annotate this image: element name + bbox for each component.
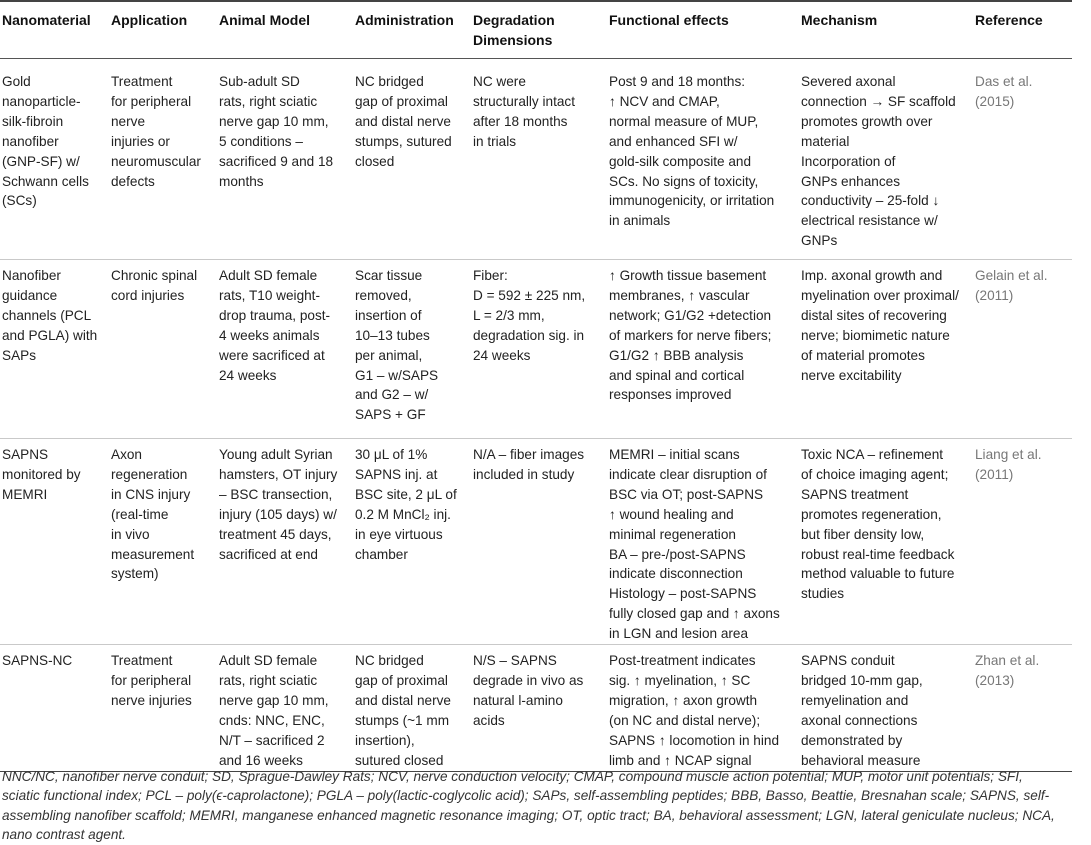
cell-line: BSC site, 2 μL of xyxy=(355,486,457,502)
cell-line: Schwann cells xyxy=(2,173,89,189)
cell-line: (2011) xyxy=(975,287,1014,303)
cell-line: after 18 months xyxy=(473,113,568,129)
cell-line: in LGN and lesion area xyxy=(609,626,749,642)
cell-line: ↑ Growth tissue basement xyxy=(609,268,767,283)
cell-animal-model xyxy=(217,260,353,439)
cell-line: robust real-time feedback xyxy=(801,546,955,562)
cell-line: hamsters, OT injury xyxy=(219,466,338,482)
cell-line: for peripheral xyxy=(111,93,192,109)
cell-application xyxy=(109,645,217,771)
cell-line: SAPNS inj. at xyxy=(355,466,438,482)
cell-line: in animals xyxy=(609,213,671,229)
cell-line: treatment 45 days, xyxy=(219,526,332,542)
cell-functional xyxy=(607,645,799,771)
header-degradation: Degradation Dimensions xyxy=(471,1,607,59)
cell-line: network; G1/G2 +detection xyxy=(609,307,772,323)
cell-administration xyxy=(353,59,471,260)
cell-line: SAPNS-NC xyxy=(2,653,73,669)
cell-line: GNPs enhances xyxy=(801,173,900,189)
cell-line: gap of proximal xyxy=(355,672,448,688)
cell-nanomaterial xyxy=(0,260,109,439)
cell-line: BSC via OT; post-SAPNS xyxy=(609,486,764,502)
cell-line: 10–13 tubes xyxy=(355,327,430,343)
cell-degradation xyxy=(471,439,607,645)
cell-line: 0.2 M MnCl₂ inj. xyxy=(355,506,451,522)
cell-line: rats, right sciatic xyxy=(219,93,318,109)
cell-line: minimal regeneration xyxy=(609,526,736,542)
cell-line: ↑ wound healing and xyxy=(609,506,734,522)
cell-line: (2011) xyxy=(975,466,1014,482)
cell-line: Zhan et al. xyxy=(975,653,1040,669)
cell-line: system) xyxy=(111,566,159,582)
cell-line: immunogenicity, or irritation xyxy=(609,193,775,209)
cell-line: indicate disconnection xyxy=(609,566,743,582)
cell-application xyxy=(109,260,217,439)
cell-line: Toxic NCA – refinement xyxy=(801,447,944,462)
cell-line: injury (105 days) w/ xyxy=(219,506,337,522)
cell-line: rats, T10 weight- xyxy=(219,287,320,303)
cell-line: removed, xyxy=(355,287,412,303)
cell-line: 24 weeks xyxy=(473,347,531,363)
cell-line: axonal connections xyxy=(801,712,918,728)
cell-line: regeneration xyxy=(111,466,188,482)
cell-line: and spinal and cortical xyxy=(609,367,745,383)
cell-line: limb and ↑ NCAP signal xyxy=(609,752,752,768)
cell-line: monitored by xyxy=(2,466,81,482)
cell-line: Gelain et al. xyxy=(975,268,1048,283)
cell-line: insertion of xyxy=(355,307,422,323)
cell-line: and G2 – w/ xyxy=(355,387,429,403)
cell-line: responses improved xyxy=(609,387,732,403)
cell-line: cnds: NNC, ENC, xyxy=(219,712,325,728)
cell-line: (on NC and distal nerve); xyxy=(609,712,761,728)
cell-line: nanoparticle- xyxy=(2,93,81,109)
cell-line: 4 weeks animals xyxy=(219,327,320,343)
cell-functional xyxy=(607,59,799,260)
cell-functional xyxy=(607,439,799,645)
cell-line: Fiber: xyxy=(473,268,508,283)
cell-line: silk-fibroin xyxy=(2,113,64,129)
cell-line: – BSC transection, xyxy=(219,486,333,502)
cell-reference xyxy=(973,439,1072,645)
header-mechanism: Mechanism xyxy=(799,1,973,59)
cell-line: remyelination and xyxy=(801,692,909,708)
cell-line: Axon xyxy=(111,447,142,462)
table-row xyxy=(0,260,1072,439)
cell-line: NC were xyxy=(473,74,526,89)
cell-line: Severed axonal xyxy=(801,74,896,89)
cell-line: and enhanced SFI w/ xyxy=(609,133,738,149)
cell-line: SCs. No signs of toxicity, xyxy=(609,173,759,189)
cell-nanomaterial xyxy=(0,439,109,645)
cell-line: of markers for nerve fibers; xyxy=(609,327,772,343)
cell-line: and distal nerve xyxy=(355,692,451,708)
cell-line: injuries or xyxy=(111,133,170,149)
cell-line: (real-time xyxy=(111,506,169,522)
cell-line: stumps (~1 mm xyxy=(355,712,450,728)
cell-line: Treatment xyxy=(111,653,173,669)
cell-line: conductivity – 25-fold ↓ xyxy=(801,193,940,209)
cell-line: BA – pre-/post-SAPNS xyxy=(609,546,746,562)
cell-line: normal measure of MUP, xyxy=(609,113,759,129)
footnote-line: NNC/NC, nanofiber nerve conduit; SD, Sprague-Dawley Rats; NCV, nerve conduction velocity; CMAP, compound muscle action potential; MUP, motor unit potentials; SFI, xyxy=(2,769,1023,784)
cell-animal-model xyxy=(217,59,353,260)
cell-line: indicate clear disruption of xyxy=(609,466,767,482)
cell-line: sutured closed xyxy=(355,752,444,768)
cell-line: nerve gap 10 mm, xyxy=(219,692,329,708)
cell-line: NC bridged xyxy=(355,74,424,89)
header-administration: Administration xyxy=(353,1,471,59)
cell-line: chamber xyxy=(355,546,408,562)
cell-line: and distal nerve xyxy=(355,113,451,129)
cell-line: 30 μL of 1% xyxy=(355,447,428,462)
cell-line: Post 9 and 18 months: xyxy=(609,74,746,89)
cell-line: nerve; biomimetic nature xyxy=(801,327,950,343)
cell-line: channels (PCL xyxy=(2,307,92,323)
cell-line: electrical resistance w/ xyxy=(801,213,938,229)
cell-administration xyxy=(353,645,471,771)
cell-line: but fiber density low, xyxy=(801,526,925,542)
cell-line: (2013) xyxy=(975,672,1015,688)
cell-line: structurally intact xyxy=(473,93,575,109)
cell-reference xyxy=(973,260,1072,439)
cell-line: NC bridged xyxy=(355,653,424,669)
cell-line: behavioral measure xyxy=(801,752,921,768)
cell-line: Post-treatment indicates xyxy=(609,653,756,669)
cell-line: fully closed gap and ↑ axons xyxy=(609,606,780,622)
cell-line: rats, right sciatic xyxy=(219,672,318,688)
header-application: Application xyxy=(109,1,217,59)
table-row xyxy=(0,439,1072,645)
header-row xyxy=(0,1,1072,59)
cell-line: acids xyxy=(473,712,505,728)
cell-nanomaterial xyxy=(0,59,109,260)
cell-line: neuromuscular xyxy=(111,153,201,169)
table-row xyxy=(0,59,1072,260)
cell-line: SAPNS ↑ locomotion in hind xyxy=(609,732,780,748)
cell-line: cord injuries xyxy=(111,287,185,303)
cell-line: sig. ↑ myelination, ↑ SC xyxy=(609,672,751,688)
cell-line: MEMRI – initial scans xyxy=(609,447,740,462)
cell-animal-model xyxy=(217,645,353,771)
cell-mechanism xyxy=(799,439,973,645)
cell-line: of choice imaging agent; xyxy=(801,466,949,482)
cell-application xyxy=(109,439,217,645)
cell-line: and 16 weeks xyxy=(219,752,303,768)
cell-line: closed xyxy=(355,153,395,169)
header-functional-effects: Functional effects xyxy=(607,1,799,59)
cell-mechanism xyxy=(799,59,973,260)
cell-line: Incorporation of xyxy=(801,153,896,169)
cell-line: GNPs xyxy=(801,233,838,249)
cell-line: N/T – sacrificed 2 xyxy=(219,732,325,748)
cell-line: of material promotes xyxy=(801,347,925,363)
cell-line: in vivo xyxy=(111,526,150,542)
cell-line: nerve excitability xyxy=(801,367,902,383)
cell-reference xyxy=(973,59,1072,260)
cell-line: 5 conditions – xyxy=(219,133,303,149)
cell-line: SAPs xyxy=(2,347,36,363)
cell-line: membranes, ↑ vascular xyxy=(609,287,750,303)
cell-nanomaterial xyxy=(0,645,109,771)
cell-line: per animal, xyxy=(355,347,423,363)
cell-line: (GNP-SF) w/ xyxy=(2,153,80,169)
cell-line: natural l-amino xyxy=(473,692,563,708)
cell-line: nerve xyxy=(111,113,146,129)
cell-line: Liang et al. xyxy=(975,447,1042,462)
cell-line: degradation sig. in xyxy=(473,327,585,343)
cell-line: N/S – SAPNS xyxy=(473,653,557,669)
cell-line: D = 592 ± 225 nm, xyxy=(473,287,586,303)
cell-administration xyxy=(353,439,471,645)
cell-line: myelination over proximal/ xyxy=(801,287,959,303)
cell-functional xyxy=(607,260,799,439)
cell-administration xyxy=(353,260,471,439)
cell-line: months xyxy=(219,173,264,189)
cell-line: included in study xyxy=(473,466,575,482)
cell-line: SAPNS conduit xyxy=(801,653,895,669)
cell-degradation xyxy=(471,260,607,439)
cell-line: Imp. axonal growth and xyxy=(801,268,943,283)
cell-line: gold-silk composite and xyxy=(609,153,752,169)
cell-line: SAPNS xyxy=(2,447,49,462)
cell-line: Histology – post-SAPNS xyxy=(609,586,757,602)
cell-reference xyxy=(973,645,1072,771)
cell-line: Gold xyxy=(2,74,31,89)
cell-mechanism xyxy=(799,645,973,771)
footnote-line: sciatic functional index; PCL – poly(ϵ-caprolactone); PGLA – poly(lactic-coglycolic acid); SAPs, self-assembling peptides; BBB, Basso, Beattie, Bresnahan scale; SAPNS, self- xyxy=(2,788,1050,804)
cell-line: migration, ↑ axon growth xyxy=(609,692,758,708)
cell-line: Nanofiber xyxy=(2,268,61,283)
cell-line: SAPNS treatment xyxy=(801,486,909,502)
cell-line: sacrificed at end xyxy=(219,546,318,562)
cell-line: insertion), xyxy=(355,732,415,748)
cell-line: distal sites of recovering xyxy=(801,307,947,323)
cell-line: L = 2/3 mm, xyxy=(473,307,545,323)
cell-line: Adult SD female xyxy=(219,653,318,669)
cell-line: gap of proximal xyxy=(355,93,448,109)
cell-line: in CNS injury xyxy=(111,486,191,502)
cell-line: promotes regeneration, xyxy=(801,506,942,522)
cell-line: in eye virtuous xyxy=(355,526,443,542)
cell-line: MEMRI xyxy=(2,486,48,502)
cell-application xyxy=(109,59,217,260)
cell-degradation xyxy=(471,645,607,771)
cell-line: method valuable to future xyxy=(801,566,955,582)
cell-line: SAPS + GF xyxy=(355,407,426,423)
cell-line: connection → SF scaffold xyxy=(801,93,956,109)
cell-line: Sub-adult SD xyxy=(219,74,300,89)
cell-line: bridged 10-mm gap, xyxy=(801,672,923,688)
cell-line: Scar tissue xyxy=(355,268,423,283)
cell-line: G1/G2 ↑ BBB analysis xyxy=(609,347,744,363)
cell-line: Das et al. xyxy=(975,74,1033,89)
cell-line: degrade in vivo as xyxy=(473,672,584,688)
cell-line: nerve gap 10 mm, xyxy=(219,113,329,129)
cell-line: Young adult Syrian xyxy=(219,447,333,462)
cell-line: nanofiber xyxy=(2,133,59,149)
cell-line: drop trauma, post- xyxy=(219,307,331,323)
header-nanomaterial: Nanomaterial xyxy=(0,1,109,59)
cell-line: (SCs) xyxy=(2,193,37,209)
cell-line: Treatment xyxy=(111,74,173,89)
cell-line: Chronic spinal xyxy=(111,268,198,283)
cell-line: 24 weeks xyxy=(219,367,277,383)
table-footnote xyxy=(2,767,1062,845)
footnote-line: nano contrast agent. xyxy=(2,827,126,843)
cell-line: defects xyxy=(111,173,155,189)
cell-line: were sacrificed at xyxy=(219,347,325,363)
cell-line: ↑ NCV and CMAP, xyxy=(609,93,720,109)
cell-line: and PGLA) with xyxy=(2,327,98,343)
cell-line: (2015) xyxy=(975,93,1015,109)
cell-line: in trials xyxy=(473,133,517,149)
cell-mechanism xyxy=(799,260,973,439)
cell-line: promotes growth over xyxy=(801,113,933,129)
cell-line: nerve injuries xyxy=(111,692,192,708)
cell-line: N/A – fiber images xyxy=(473,447,585,462)
cell-line: guidance xyxy=(2,287,58,303)
cell-line: measurement xyxy=(111,546,195,562)
table-row xyxy=(0,645,1072,771)
cell-line: for peripheral xyxy=(111,672,192,688)
cell-line: Adult SD female xyxy=(219,268,318,283)
cell-line: studies xyxy=(801,586,845,602)
header-reference: Reference xyxy=(973,1,1072,59)
cell-degradation xyxy=(471,59,607,260)
cell-line: material xyxy=(801,133,850,149)
footnote-line: assembling nanofiber scaffold; MEMRI, manganese enhanced magnetic resonance imaging; OT, optic tract; BA, behavioral assessment; LGN, lateral geniculate nucleus; NCA, xyxy=(2,807,1055,823)
cell-animal-model xyxy=(217,439,353,645)
cell-line: demonstrated by xyxy=(801,732,903,748)
cell-line: stumps, sutured xyxy=(355,133,452,149)
header-animal-model: Animal Model xyxy=(217,1,353,59)
cell-line: G1 – w/SAPS xyxy=(355,367,439,383)
cell-line: sacrificed 9 and 18 xyxy=(219,153,334,169)
